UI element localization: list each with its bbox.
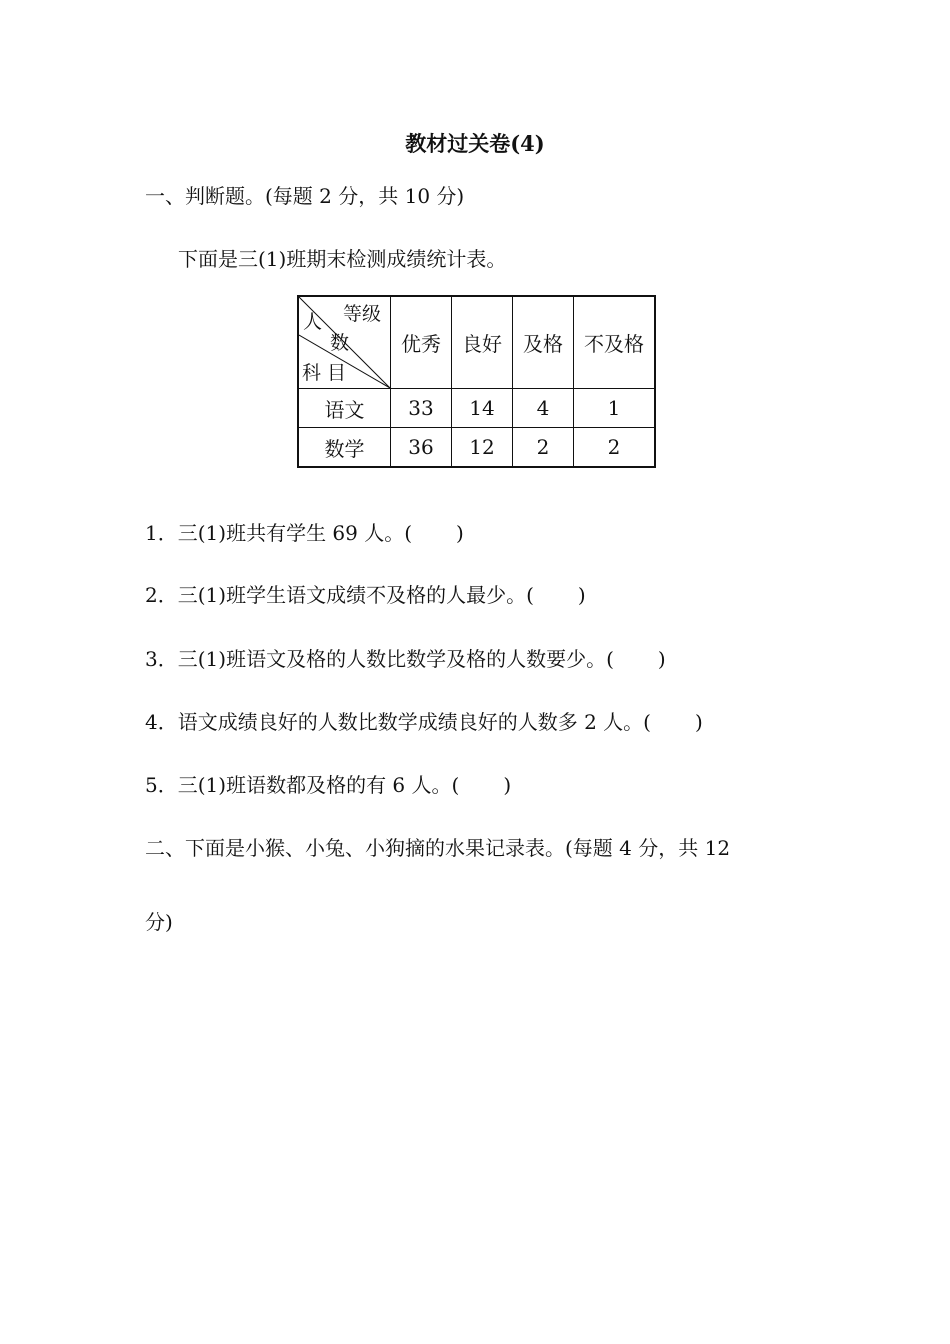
page-title: 教材过关卷(4) [405, 131, 545, 156]
corner-label-count: 数 [330, 332, 350, 354]
question-5 [145, 769, 511, 798]
header-good: 良好 [452, 296, 513, 389]
corner-label-people: 人 [303, 311, 323, 333]
table-header-row [298, 296, 655, 389]
header-pass: 及格 [513, 296, 574, 389]
cell-value: 33 [391, 389, 452, 428]
question-close: ) [456, 521, 464, 545]
corner-cell [298, 296, 391, 389]
question-number: 2． [145, 583, 178, 607]
cell-value: 2 [513, 428, 574, 468]
table-intro: 下面是三(1)班期末检测成绩统计表。 [178, 247, 507, 271]
table-row [298, 389, 655, 428]
row-subject: 数学 [298, 428, 391, 468]
question-number: 5． [145, 773, 178, 797]
cell-value: 2 [574, 428, 656, 468]
section1-heading: 一、判断题。(每题 2 分，共 10 分) [145, 184, 465, 208]
corner-label-grade: 等级 [343, 303, 382, 325]
table-row [298, 428, 655, 468]
header-fail: 不及格 [574, 296, 656, 389]
question-text: 三(1)班语数都及格的有 6 人。( [177, 773, 460, 797]
question-text: 三(1)班学生语文成绩不及格的人最少。( [177, 583, 534, 607]
question-text: 语文成绩良好的人数比数学成绩良好的人数多 2 人。( [177, 710, 651, 734]
row-subject: 语文 [298, 389, 391, 428]
cell-value: 4 [513, 389, 574, 428]
header-excellent: 优秀 [391, 296, 452, 389]
section2-heading-cont: 分) [145, 910, 173, 934]
question-4 [145, 706, 703, 735]
question-text: 三(1)班语文及格的人数比数学及格的人数要少。( [177, 647, 614, 671]
question-3 [145, 643, 666, 672]
corner-label-subject: 科 目 [302, 362, 347, 384]
question-close: ) [694, 710, 703, 734]
question-1 [145, 517, 464, 546]
question-close: ) [577, 583, 586, 607]
question-number: 3． [145, 647, 178, 671]
question-2 [145, 579, 586, 608]
question-close: ) [503, 773, 512, 797]
score-table [297, 295, 656, 468]
question-close: ) [657, 647, 666, 671]
question-text: 三(1)班共有学生 69 人。( [177, 521, 413, 545]
section2-heading: 二、下面是小猴、小兔、小狗摘的水果记录表。(每题 4 分，共 12 [145, 836, 731, 860]
question-number: 1． [145, 521, 178, 545]
cell-value: 14 [452, 389, 513, 428]
cell-value: 12 [452, 428, 513, 468]
cell-value: 36 [391, 428, 452, 468]
question-number: 4． [145, 710, 178, 734]
cell-value: 1 [574, 389, 656, 428]
